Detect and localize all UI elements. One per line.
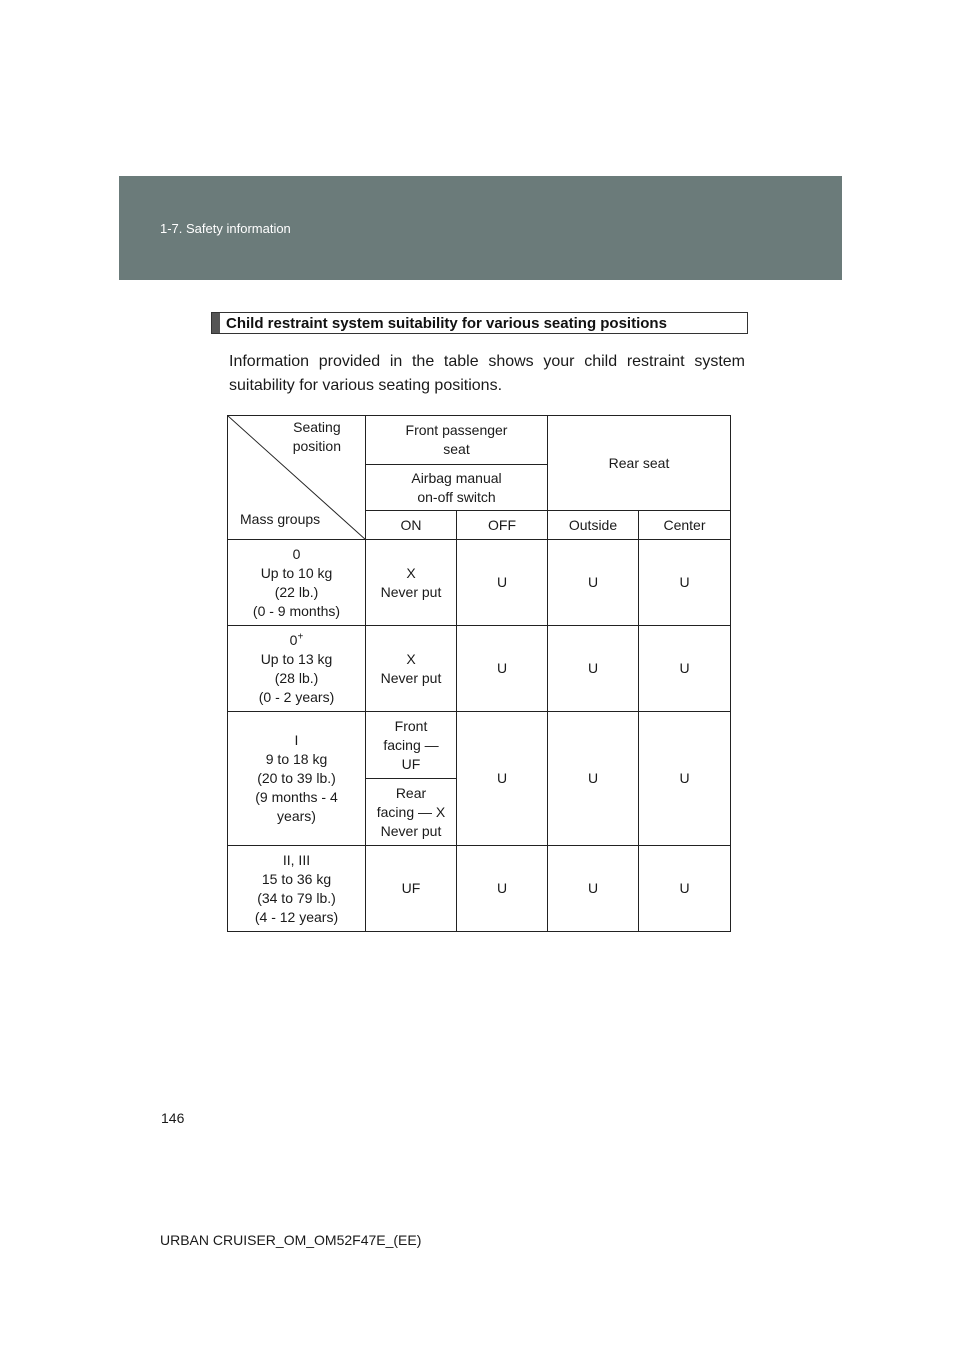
off-cell: U [457, 540, 548, 626]
outside-cell: U [548, 846, 639, 932]
mass-group-cell: 0+ Up to 13 kg (28 lb.) (0 - 2 years) [228, 626, 366, 712]
rear-seat-header: Rear seat [548, 416, 731, 511]
col-header-off: OFF [457, 511, 548, 540]
suitability-table [227, 415, 731, 932]
col-header-on: ON [366, 511, 457, 540]
rear-facing-cell: Rear facing — X Never put [366, 779, 457, 846]
col-header-center: Center [639, 511, 731, 540]
off-cell: U [457, 626, 548, 712]
col-header-outside: Outside [548, 511, 639, 540]
corner-mass-groups: Mass groups [240, 511, 321, 527]
corner-seating-position: Seating position [292, 419, 341, 454]
outside-cell: U [548, 540, 639, 626]
section-heading [211, 312, 748, 334]
page-number: 146 [161, 1110, 185, 1126]
intro-paragraph: Information provided in the table shows your child restraint system suitability for various seating positions. [229, 353, 745, 394]
section-label: 1-7. Safety information [160, 221, 291, 236]
outside-cell: U [548, 626, 639, 712]
heading-accent [212, 313, 220, 333]
center-cell: U [639, 712, 731, 846]
on-cell: X Never put [366, 626, 457, 712]
center-cell: U [639, 540, 731, 626]
table-row [228, 540, 731, 626]
mass-group-cell: II, III 15 to 36 kg (34 to 79 lb.) (4 - 12 years) [228, 846, 366, 932]
front-facing-cell: Front facing — UF [366, 712, 457, 779]
off-cell: U [457, 846, 548, 932]
header-band [119, 176, 842, 280]
off-cell: U [457, 712, 548, 846]
corner-cell [228, 416, 366, 540]
heading-text: Child restraint system suitability for various seating positions [226, 315, 667, 332]
table-row [228, 712, 731, 779]
on-cell: X Never put [366, 540, 457, 626]
table-row [228, 626, 731, 712]
mass-group-cell: I 9 to 18 kg (20 to 39 lb.) (9 months - 4 years) [228, 712, 366, 846]
center-cell: U [639, 626, 731, 712]
airbag-switch-header: Airbag manual on-off switch [366, 465, 548, 511]
footer-code: URBAN CRUISER_OM_OM52F47E_(EE) [160, 1232, 422, 1248]
on-cell: UF [366, 846, 457, 932]
center-cell: U [639, 846, 731, 932]
outside-cell: U [548, 712, 639, 846]
table-row [228, 846, 731, 932]
mass-group-cell: 0 Up to 10 kg (22 lb.) (0 - 9 months) [228, 540, 366, 626]
front-passenger-header: Front passenger seat [366, 416, 548, 465]
